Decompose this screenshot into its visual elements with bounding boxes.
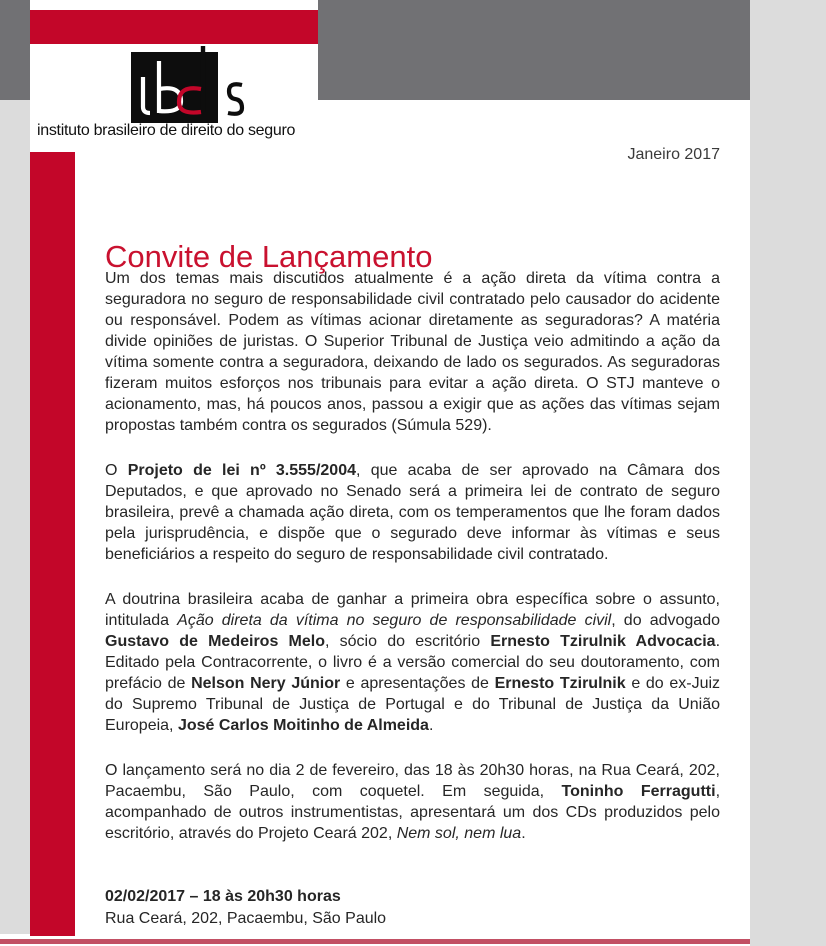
bottom-red-bar [0, 939, 750, 944]
body-paragraph: O lançamento será no dia 2 de fevereiro, das 18 às 20h30 horas, na Rua Ceará, 202, Pacaembu, São Paulo, com coquetel. Em seguida, Toninho Ferragutti, acompanhado de outros instrumentistas, apresentará um dos CDs produzidos pelo escritório, através do Projeto Ceará 202, Nem sol, nem lua. [105, 762, 721, 842]
event-address: Rua Ceará, 202, Pacaembu, São Paulo [105, 910, 387, 927]
right-gray-column [750, 0, 826, 946]
logo-tagline: instituto brasileiro de direito do seguro [37, 122, 296, 139]
body-paragraph: O Projeto de lei nº 3.555/2004, que acaba de ser aprovado na Câmara dos Deputados, e que aprovado no Senado será a primeira lei de contrato de seguro brasileira, prevê a chamada ação direta, com os temperamentos que lhe foram dados pela jurisprudência, e dispõe que o segurado deve informar às vítimas e seus beneficiários a respeito do seguro de responsabilidade civil contratado. [105, 462, 721, 563]
body-copy [105, 268, 720, 844]
event-info-block [105, 886, 720, 930]
header-dark-block-left [0, 0, 30, 100]
left-gray-column [0, 100, 30, 934]
left-red-bar [30, 152, 75, 936]
body-paragraph: Um dos temas mais discutidos atualmente é a ação direta da vítima contra a seguradora no seguro de responsabilidade civil contratado pelo causador do acidente ou responsável. Podem as vítimas acionar diretamente as seguradoras? A matéria divide opiniões de juristas. O Superior Tribunal de Justiça veio admitindo a ação da vítima somente contra a seguradora, deixando de lado os segurados. As seguradoras fizeram muitos esforços nos tribunais para evitar a ação direta. O STJ manteve o acionamento, mas, há poucos anos, passou a exigir que as ações das vítimas sejam propostas também contra os segurados (Súmula 529). [105, 270, 720, 434]
top-red-bar [30, 10, 318, 44]
ibds-logo-icon [130, 44, 260, 126]
header-dark-block-right [318, 0, 750, 100]
body-paragraph: A doutrina brasileira acaba de ganhar a primeira obra específica sobre o assunto, intitulada Ação direta da vítima no seguro de responsabilidade civil, do advogado Gustavo de Medeiros Melo, sócio do escritório Ernesto Tzirulnik Advocacia. Editado pela Contracorrente, o livro é a versão comercial do seu doutoramento, com prefácio de Nelson Nery Júnior e apresentações de Ernesto Tzirulnik e do ex-Juiz do Supremo Tribunal de Justiça de Portugal e do Tribunal de Justiça da União Europeia, José Carlos Moitinho de Almeida. [105, 591, 721, 734]
event-datetime: 02/02/2017 – 18 às 20h30 horas [105, 888, 341, 905]
page-title: Convite de Lançamento [105, 238, 433, 274]
issue-date: Janeiro 2017 [627, 146, 720, 163]
